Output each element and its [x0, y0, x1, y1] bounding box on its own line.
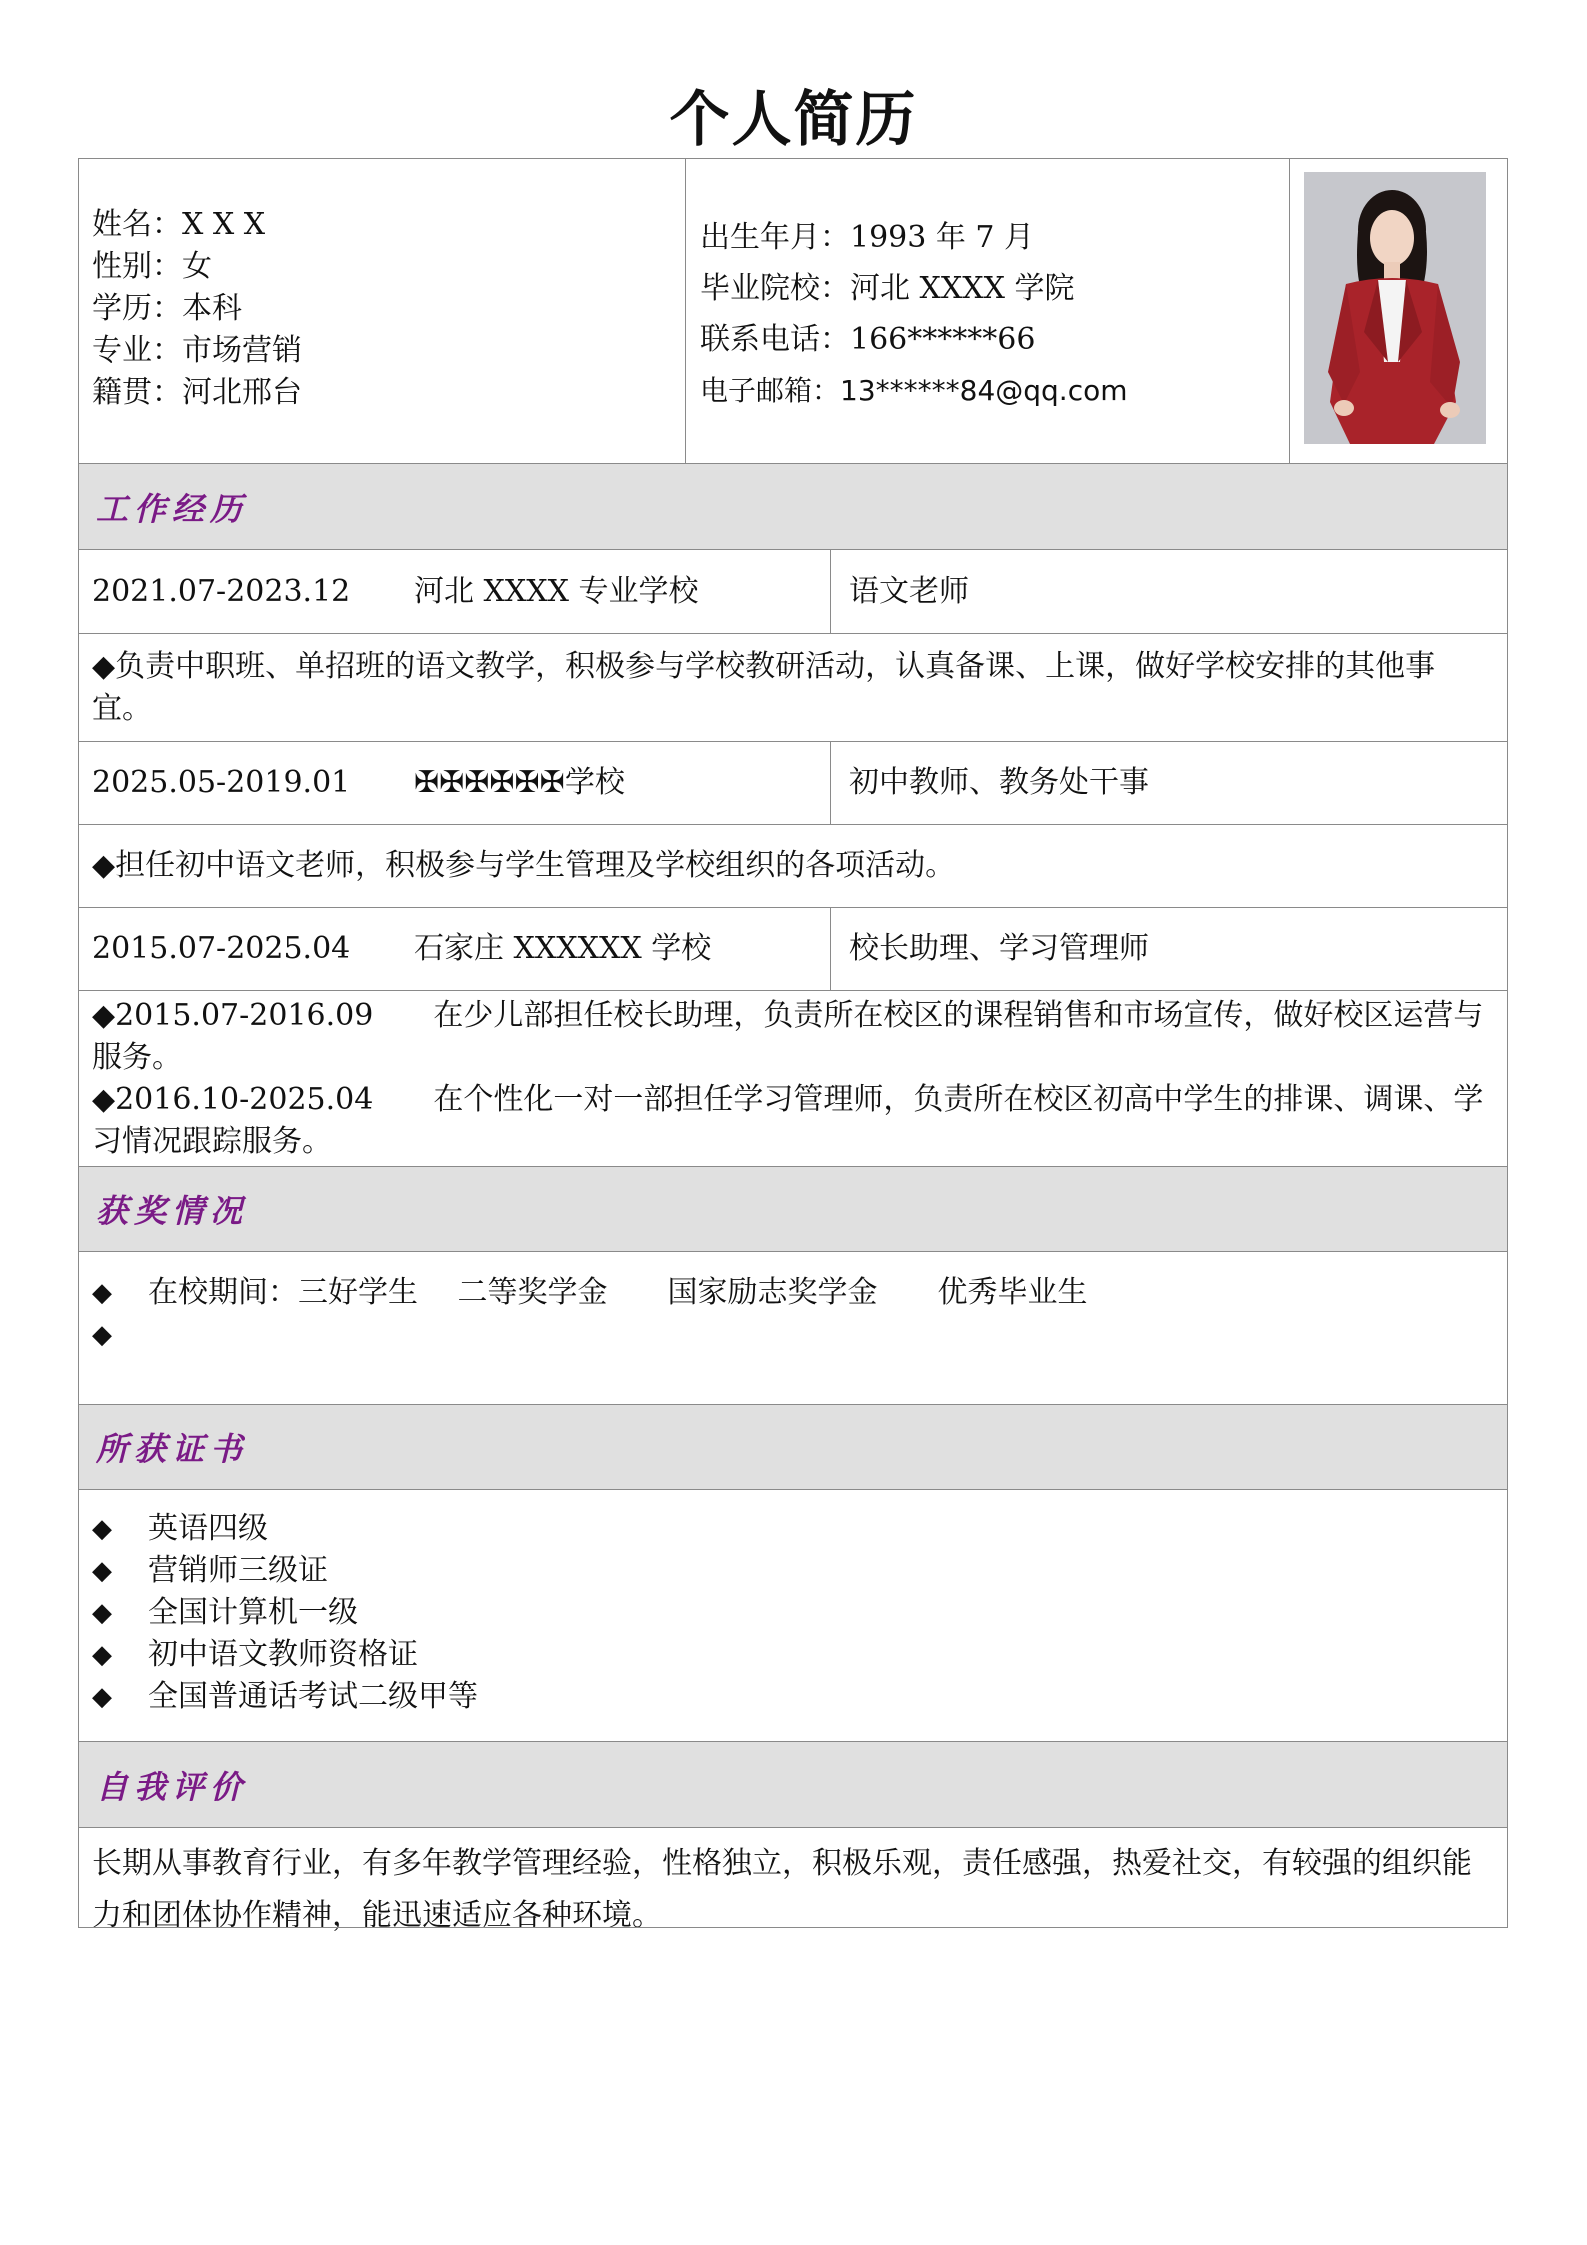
job-role: 校长助理、学习管理师	[849, 931, 1149, 966]
awards-body	[78, 1251, 1508, 1404]
diamond-bullet-icon: ◆	[92, 1682, 112, 1712]
job-role-cell	[830, 550, 1508, 633]
job-role-cell	[830, 908, 1508, 990]
job-row	[78, 907, 1508, 990]
diamond-bullet-icon: ◆	[92, 1556, 112, 1586]
job-period: 2021.07-2023.12	[92, 573, 351, 609]
job-organization: 石家庄 XXXXXX 学校	[414, 931, 712, 966]
email-field: 电子邮箱：13******84@qq.com	[700, 374, 1128, 407]
job-row	[78, 741, 1508, 824]
school-field: 毕业院校：河北 XXXX 学院	[700, 271, 1075, 306]
portrait-image	[1304, 172, 1486, 444]
job-info	[78, 908, 830, 990]
education-field: 学历：本科	[92, 291, 242, 326]
certificate-text: 全国普通话考试二级甲等	[148, 1679, 478, 1714]
job-period: 2015.07-2025.04	[92, 931, 351, 966]
certificate-text: 全国计算机一级	[148, 1595, 358, 1630]
certificate-text: 营销师三级证	[148, 1553, 328, 1588]
certificate-text: 英语四级	[148, 1511, 268, 1546]
job-detail-text: ◆2015.07-2016.09 在少儿部担任校长助理，负责所在校区的课程销售和市场宣传，做好校区运营与服务。	[92, 998, 1484, 1075]
diamond-bullet-icon: ◆	[92, 1640, 112, 1670]
section-title-awards: 获奖情况	[96, 1192, 249, 1230]
diamond-bullet-icon: ◆	[92, 1514, 112, 1544]
diamond-bullet-icon: ◆	[92, 1598, 112, 1628]
award-text: 在校期间：三好学生 二等奖学金 国家励志奖学金 优秀毕业生	[148, 1275, 1088, 1310]
job-detail	[78, 824, 1508, 907]
job-detail-text: ◆负责中职班、单招班的语文教学，积极参与学校教研活动，认真备课、上课，做好学校安排的其他事宜。	[92, 649, 1436, 726]
list-item	[92, 1508, 478, 1550]
certificates-list	[92, 1508, 478, 1718]
origin-field: 籍贯：河北邢台	[92, 375, 302, 410]
section-title-self-eval: 自我评价	[96, 1767, 249, 1806]
job-detail	[78, 633, 1508, 741]
job-organization: 河北 XXXX 专业学校	[414, 573, 699, 609]
profile-photo	[1304, 172, 1486, 444]
profile-row	[78, 158, 1508, 463]
job-period: 2025.05-2019.01	[92, 765, 351, 800]
job-detail-text: ◆2016.10-2025.04 在个性化一对一部担任学习管理师，负责所在校区初高中学生的排课、调课、学习情况跟踪服务。	[92, 1082, 1484, 1159]
name-field: 姓名：X X X	[92, 207, 266, 242]
job-role-cell	[830, 742, 1508, 824]
self-eval-text: 长期从事教育行业，有多年教学管理经验，性格独立，积极乐观，责任感强，热爱社交，有较强的组织能力和团体协作精神，能迅速适应各种环境。	[92, 1846, 1472, 1933]
job-role: 初中教师、教务处干事	[849, 765, 1149, 800]
list-item	[92, 1634, 478, 1676]
section-work	[78, 463, 1508, 549]
major-field: 专业：市场营销	[92, 333, 302, 368]
section-self-eval	[78, 1741, 1508, 1827]
list-item	[92, 1314, 1088, 1356]
page-title: 个人简历	[669, 85, 918, 155]
diamond-bullet-icon: ◆	[92, 1320, 112, 1350]
section-title-certificates: 所获证书	[96, 1430, 249, 1468]
job-organization: ✠✠✠✠✠✠学校	[414, 765, 625, 800]
profile-contact	[685, 158, 1289, 463]
self-eval-body	[78, 1827, 1508, 1933]
birth-field: 出生年月：1993 年 7 月	[700, 220, 1035, 255]
phone-field: 联系电话：166******66	[700, 322, 1036, 357]
section-certificates	[78, 1404, 1508, 1489]
job-detail	[78, 990, 1508, 1166]
profile-basic	[78, 158, 685, 463]
job-info	[78, 742, 830, 824]
list-item	[92, 1592, 478, 1634]
gender-field: 性别：女	[92, 249, 212, 284]
certificates-body	[78, 1489, 1508, 1741]
photo-cell	[1289, 158, 1508, 463]
section-awards	[78, 1166, 1508, 1251]
job-info	[78, 550, 830, 633]
diamond-bullet-icon: ◆	[92, 1278, 112, 1308]
list-item	[92, 1550, 478, 1592]
job-detail-text: ◆担任初中语文老师，积极参与学生管理及学校组织的各项活动。	[92, 848, 956, 883]
section-title-work: 工作经历	[96, 489, 249, 528]
certificate-text: 初中语文教师资格证	[148, 1637, 418, 1672]
list-item	[92, 1676, 478, 1718]
job-role: 语文老师	[849, 573, 969, 609]
list-item	[92, 1272, 1088, 1314]
job-row	[78, 549, 1508, 633]
awards-list	[92, 1272, 1088, 1356]
